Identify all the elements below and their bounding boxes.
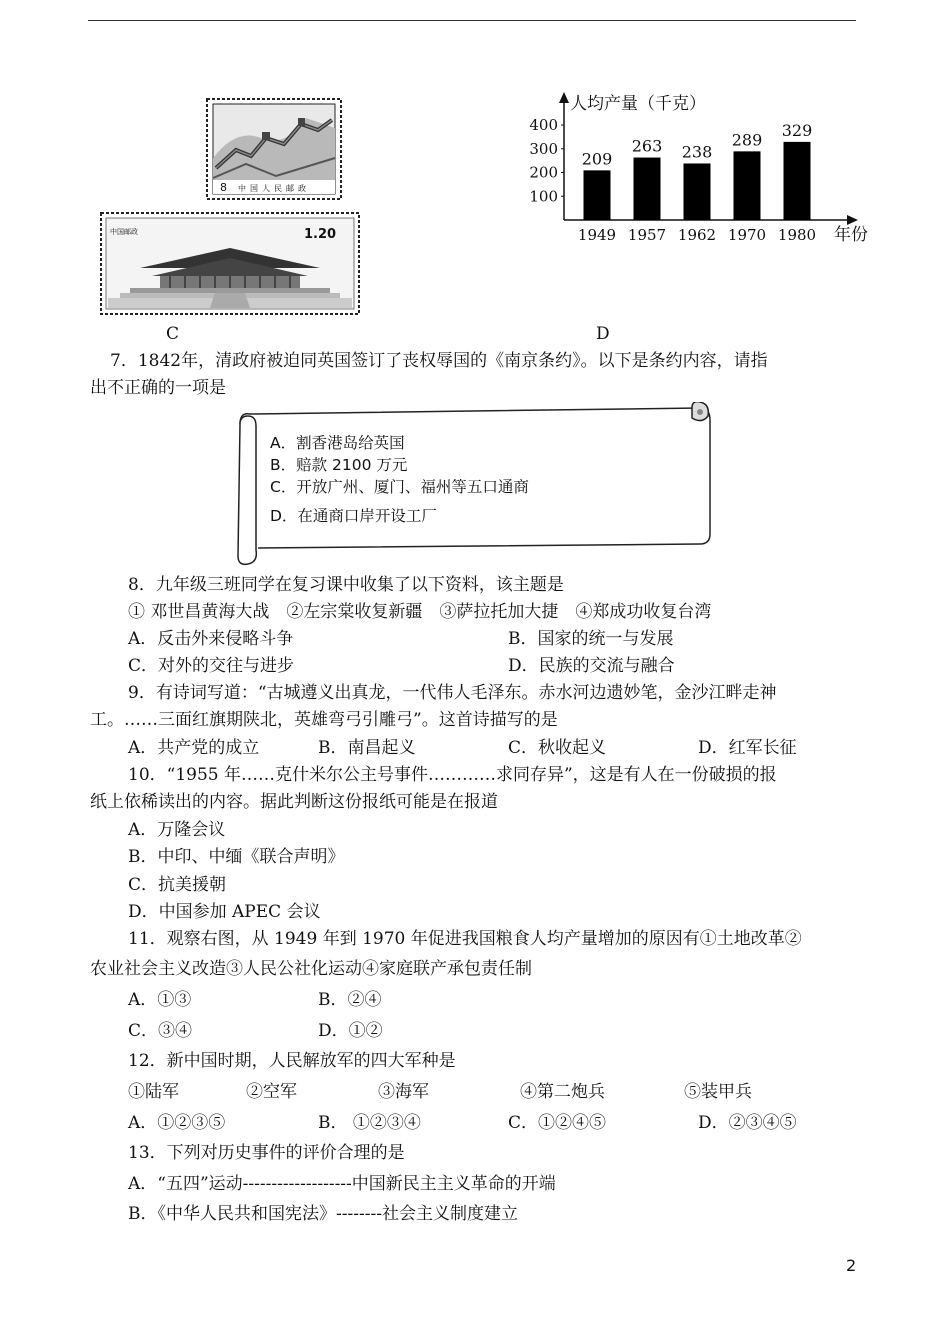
grain-output-chart [520,88,880,248]
x-axis-arrow [847,215,858,225]
y-axis-label: 人均产量（千克） [570,94,706,114]
stamp1-caption: 中国人民邮政 [238,184,310,193]
y-tick-label: 200 [529,163,558,182]
q7-option-c: C．开放广州、厦门、福州等五口通商 [270,478,529,496]
palace-stamp [100,212,360,315]
page-number: 2 [846,1256,857,1275]
header-rule [88,20,856,21]
x-tick-label: 1962 [677,226,717,244]
q11-option-a: A．①③ [128,990,192,1010]
q11-option-b: B．②④ [318,990,382,1010]
y-axis-arrow [559,92,569,103]
q12-option-b: B． ①②③④ [318,1113,421,1133]
q7-line1: 7．1842年，清政府被迫同英国签订了丧权辱国的《南京条约》。以下是条约内容，请指 [110,351,768,371]
q10-line2: 纸上依稀读出的内容。据此判断这份报纸可能是在报道 [90,792,498,812]
q8-option-d: D．民族的交流与融合 [508,656,675,676]
q11-option-d: D．①② [318,1021,383,1041]
q12-option-c: C．①②④⑤ [508,1113,607,1133]
q8-stem: 8．九年级三班同学在复习课中收集了以下资料，该主题是 [128,575,564,595]
great-wall-stamp [206,98,342,200]
figure-label-c: C [166,324,180,344]
q11-line1: 11．观察右图，从 1949 年到 1970 年促进我国粮食人均产量增加的原因有①土地改革② [128,929,802,949]
q10-option-d: D．中国参加 APEC 会议 [128,902,321,922]
q9-option-d: D．红军长征 [698,738,797,758]
q9-option-a: A．共产党的成立 [128,738,260,758]
figure-label-d: D [596,324,610,344]
q8-option-a: A．反击外来侵略斗争 [128,629,294,649]
q7-option-d: D．在通商口岸开设工厂 [270,507,437,525]
q10-line1: 10．“1955 年……克什米尔公主号事件…………求同存异”，这是有人在一份破损的报 [128,765,777,785]
q11-line2: 农业社会主义改造③人民公社化运动④家庭联产承包责任制 [90,959,532,979]
q13-stem: 13．下列对历史事件的评价合理的是 [128,1143,405,1163]
x-axis-label: 年份 [834,225,868,245]
q12-option-d: D．②③④⑤ [698,1113,797,1133]
q13-option-b: B．《中华人民共和国宪法》--------社会主义制度建立 [128,1204,518,1224]
bar-1957 [634,158,661,220]
y-tick-label: 400 [529,116,558,134]
bar-value-label: 209 [581,149,613,169]
bar-1962 [684,163,711,220]
q8-option-b: B．国家的统一与发展 [508,629,674,649]
bar-1949 [584,170,611,220]
q12-item-3: ③海军 [378,1082,429,1102]
x-tick-label: 1949 [577,226,617,244]
q11-option-c: C．③④ [128,1021,193,1041]
q9-option-b: B．南昌起义 [318,738,416,758]
y-tick-label: 300 [529,139,558,158]
stamp2-value: 1.20 [304,227,337,242]
q10-option-c: C．抗美援朝 [128,875,227,895]
q12-item-2: ②空军 [246,1082,297,1102]
q12-item-5: ⑤装甲兵 [684,1082,752,1102]
bar-value-label: 289 [731,130,763,150]
q8-materials: ① 邓世昌黄海大战 ②左宗棠收复新疆 ③萨拉托加大捷 ④郑成功收复台湾 [128,602,712,622]
x-tick-label: 1957 [627,226,667,244]
q10-option-a: A．万隆会议 [128,820,226,840]
q7-option-a: A．割香港岛给英国 [270,434,405,452]
stamp1-value: 8 [220,181,227,194]
q10-option-b: B．中印、中缅《联合声明》 [128,847,345,867]
q7-line2: 出不正确的一项是 [90,378,226,398]
y-tick-label: 100 [529,187,558,206]
bar-value-label: 329 [781,120,813,140]
x-tick-label: 1980 [777,226,817,244]
q9-line1: 9．有诗词写道：“古城遵义出真龙，一代伟人毛泽东。赤水河边遗妙笔，金沙江畔走神 [128,683,777,703]
q13-option-a: A．“五四”运动-------------------中国新民主主义革命的开端 [128,1174,556,1194]
q12-option-a: A．①②③⑤ [128,1113,226,1133]
q12-item-1: ①陆军 [128,1082,179,1102]
x-tick-label: 1970 [727,226,767,244]
bar-value-label: 238 [681,142,713,162]
bar-1980 [784,142,811,220]
bar-value-label: 263 [631,136,663,156]
q8-option-c: C．对外的交往与进步 [128,656,295,676]
stamp2-country: 中国邮政 [110,228,138,236]
q9-line2: 工。……三面红旗期陕北，英雄弯弓引雕弓”。这首诗描写的是 [90,710,558,730]
q9-option-c: C．秋收起义 [508,738,607,758]
q12-item-4: ④第二炮兵 [520,1082,605,1102]
q12-stem: 12．新中国时期，人民解放军的四大军种是 [128,1051,456,1071]
bar-1970 [734,151,761,220]
q7-option-b: B．赔款 2100 万元 [270,456,408,474]
